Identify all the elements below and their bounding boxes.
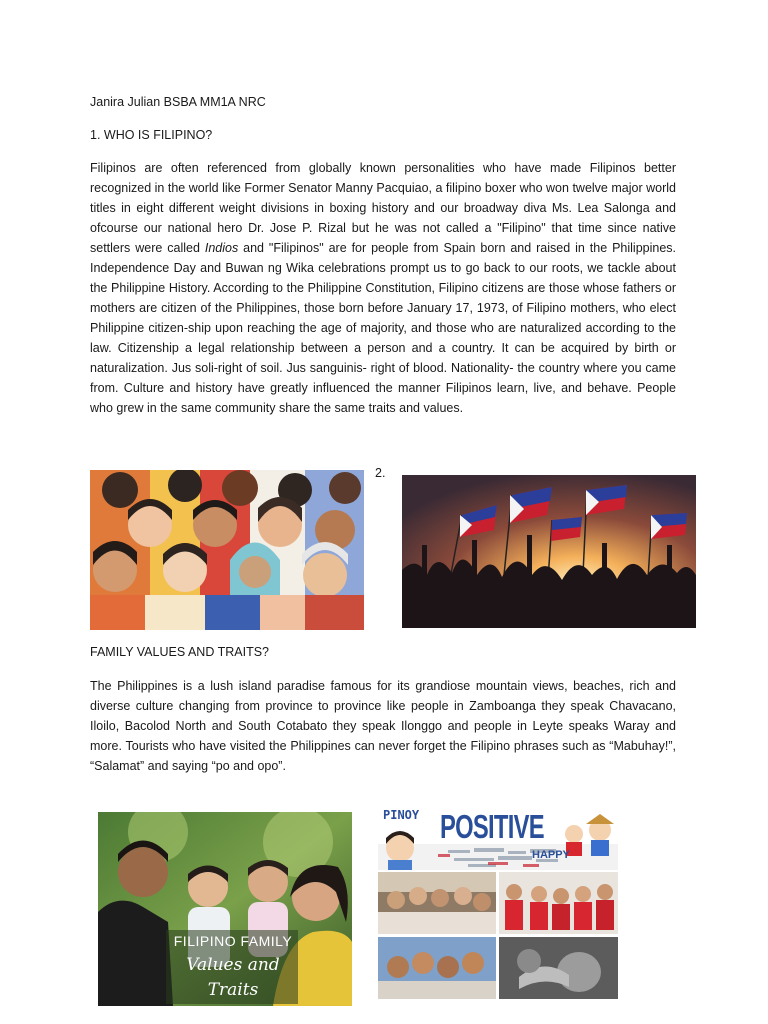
caption-subtitle-2: Traits [207,980,259,1000]
caption-title: FILIPINO FAMILY [173,933,293,949]
collage-photo-children [378,937,496,999]
collage-photo-blessing [499,937,618,999]
happy-label: HAPPY [532,849,570,861]
question-2-number: 2. [375,466,386,480]
pinoy-label: PINOY [383,808,420,822]
question-2-heading: FAMILY VALUES AND TRAITS? [90,645,269,659]
collage-photo-friends [378,872,496,934]
flags-crowd-photo [402,475,696,628]
collage-photo-group [499,872,618,934]
positive-label: POSITIVE [440,808,544,845]
question-1-heading: 1. WHO IS FILIPINO? [90,128,213,142]
crowd-illustration [90,470,364,630]
paragraph-family-values: The Philippines is a lush island paradise famous for its grandiose mountain views, beaches, rich and diverse culture changing from province to province like people in Zamboanga they speak Chavacano, Iloilo, Bacolod North and South Cotabato they speak Ilonggo and people in Leyte speaks Waray and more. Tourists who have visited the Philippines can never forget the Filipino phrases such as “Mabuhay!”, “Salamat” and saying “po and opo”. [90,679,676,773]
author-header: Janira Julian BSBA MM1A NRC [90,95,266,109]
paragraph-who-is-filipino: Filipinos are often referenced from globally known personalities who have made Filipinos better recognized in the world like Former Senator Manny Pacquiao, a filipino boxer who won twelve major world titles in eight different weight divisions in boxing history and our broadway diva Ms. Lea Salonga and ofcourse our national hero Dr. Jose P. Rizal but he was not called a "Filipino" that time since native settlers were called Indios and "Filipinos" are for people from Spain born and raised in the Philippines. Independence Day and Buwan ng Wika celebrations prompt us to go back to our roots, we tackle about the Philippine History. According to the Philippine Constitution, Filipino citizens are those whose fathers or mothers are citizen of the Philippines, those born before January 17, 1973, of Filipino mothers, who elect Philippine citizen-ship upon reaching the age of majority, and those who are naturalized according to the law. Citizenship a legal relationship between a person and a country. It can be acquired by birth or naturalization. Jus soli-right of soil. Jus sanguinis- right of blood. Nationality- the country where you came from. Culture and history have greatly influenced the manner Filipinos learn, live, and behave. People who grew in the same community share the same traits and values. [90,161,676,415]
caption-subtitle: Values and [186,955,280,975]
